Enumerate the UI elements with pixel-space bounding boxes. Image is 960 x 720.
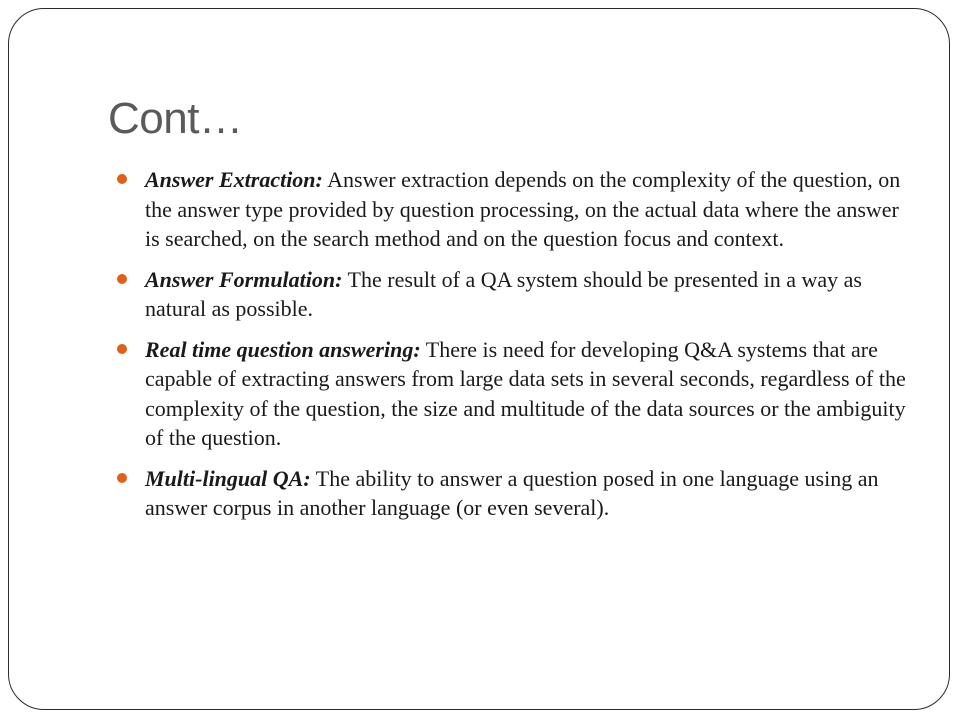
bullet-term: Real time question answering: — [145, 336, 421, 362]
bullet-text: Answer extraction depends on the complexity of the question, on the answer type provided by question processing, on the actual data where the answer is searched, on the search method and on the question focus and context. — [145, 167, 901, 251]
bullet-text: The ability to answer a question posed in one language using an answer corpus in another language (or even several). — [145, 465, 879, 520]
slide-title: Cont… — [108, 94, 243, 143]
bullet-text: There is need for developing Q&A systems that are capable of extracting answers from large data sets in several seconds, regardless of the complexity of the question, the size and multitude of the data sources or the ambiguity of the question. — [145, 336, 906, 450]
slide-frame — [8, 8, 950, 710]
bullet-multi-lingual-qa — [109, 464, 909, 523]
bullet-term: Multi-lingual QA: — [145, 465, 311, 491]
bullet-dot-icon — [117, 473, 127, 483]
bullet-list — [109, 165, 909, 534]
bullet-answer-formulation — [109, 265, 909, 324]
bullet-text: The result of a QA system should be presented in a way as natural as possible. — [145, 266, 862, 321]
bullet-dot-icon — [117, 344, 127, 354]
bullet-term: Answer Formulation: — [145, 266, 343, 292]
bullet-dot-icon — [117, 274, 127, 284]
bullet-term: Answer Extraction: — [145, 167, 323, 192]
bullet-dot-icon — [117, 174, 127, 184]
bullet-real-time-qa — [109, 335, 909, 453]
bullet-answer-extraction — [109, 165, 909, 254]
